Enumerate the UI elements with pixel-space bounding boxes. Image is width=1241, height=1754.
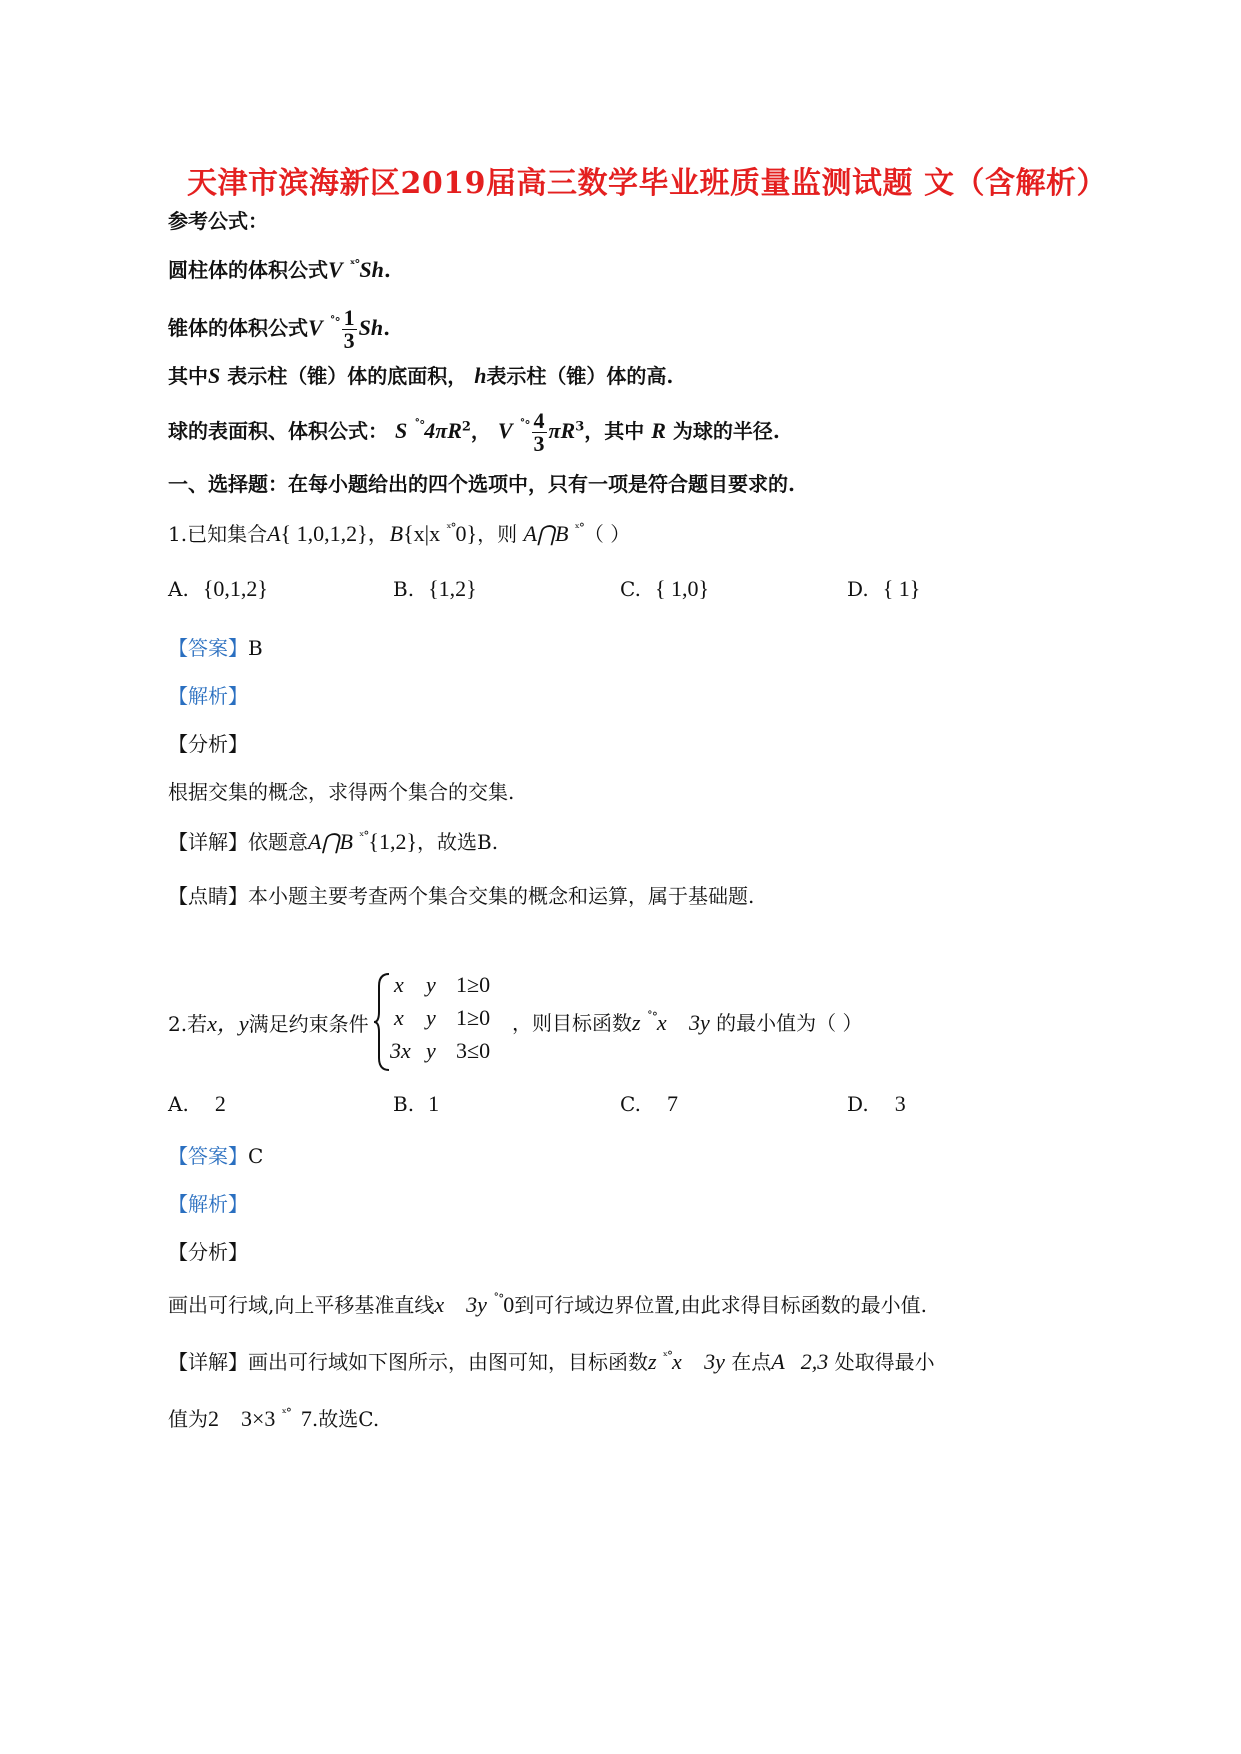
row-term: y [426,972,436,997]
superscript: 3 [575,419,585,435]
note-text: 表示柱（锥）体的底面积， [227,364,468,388]
answer-value: C [248,1144,264,1168]
term-3y: 3y [689,1010,710,1035]
option-value: { 1} [882,576,921,601]
symbol-h: h [474,363,487,388]
q2-fenxi-text [168,1289,927,1318]
symbol-V: V [328,257,343,282]
row-term: 3≤0 [456,1038,491,1063]
row-term: 1≥0 [456,1005,491,1030]
intersection-expr: A⋂B [308,829,353,854]
analysis-text: 画出可行域,向上平移基准直线 [168,1293,435,1317]
symbol-z: z [632,1010,641,1035]
detail-tag: 【详解】 [168,830,248,854]
option-label: C. [620,1092,641,1116]
set-B-def: {x|x [403,521,441,546]
symbol-Sh: Sh [359,257,384,282]
question-2-lead [168,1007,369,1038]
detail-text: 画出可行域如下图所示，由图可知，目标函数 [248,1350,648,1374]
equals-glyph: ˣ° [281,1406,291,1420]
answer-value: B [248,636,263,660]
intersection-expr: A⋂B [523,521,569,546]
equals-glyph: ˚° [519,418,530,432]
page-title: 天津市滨海新区2019届高三数学毕业班质量监测试题 文（含解析） [187,166,1107,201]
answer-tag: 【答案】 [168,636,248,660]
detail-text: 处取得最小 [834,1350,935,1374]
q2-fenxi-tag: 【分析】 [168,1240,248,1264]
option-value: {0,1,2} [202,576,268,601]
baseline-expr: x 3y [434,1292,487,1317]
set-A: A [267,521,281,546]
constraint-row-1 [394,972,534,1005]
q1-option-a [168,576,268,602]
equals-glyph: ˚° [329,315,340,329]
symbol-R: R [651,418,666,443]
formula-note [168,360,673,389]
cylinder-label: 圆柱体的体积公式 [168,258,328,282]
set-B-end: 0} [455,521,478,546]
constraint-row-3 [390,1038,534,1071]
equals-glyph: ˚° [646,1010,657,1024]
row-term: y [426,1005,436,1030]
equals-glyph: ˣ° [359,829,369,843]
superscript: 2 [461,419,471,435]
q1-option-c [620,576,709,602]
q2-tail: 的最小值为（ ） [716,1011,863,1035]
symbol-x: x [656,1010,667,1035]
symbol-S: S [208,363,221,388]
question-2-tail [512,1007,863,1036]
q2-lead: 2.若 [168,1012,208,1036]
q1-fenxi-tag: 【分析】 [168,732,248,756]
fraction-one-third [342,307,357,352]
cylinder-formula [168,254,391,283]
set-B: B [389,521,404,546]
option-value: 3 [894,1091,906,1116]
note-text: 其中 [168,364,208,388]
q2-vars: x，y [207,1011,249,1036]
q2-answer [168,1140,263,1169]
equals-glyph: ˣ° [349,257,360,271]
q1-option-b [393,576,477,602]
q2-xiangjie-line2 [168,1403,379,1432]
q2-option-b [393,1091,439,1117]
detail-text: 在点 [731,1350,772,1374]
sphere-tail: ，其中 [584,419,645,443]
row-term: x [394,1005,404,1030]
row-term: 1≥0 [456,972,491,997]
equals-glyph: ˚° [493,1292,504,1306]
period: . [383,258,391,282]
surface-area-expr: 4πR [424,418,462,443]
frac-numerator: 4 [533,408,545,433]
detail-text: ，故选B. [417,830,499,854]
detail-text: 值为 [168,1407,208,1431]
answer-paren: （ ） [583,522,631,546]
q1-option-d [847,576,920,602]
equals-glyph: ˚° [414,418,425,432]
analysis-text: 到可行域边界位置,由此求得目标函数的最小值. [514,1293,927,1317]
answer-tag: 【答案】 [168,1144,248,1168]
q2-xiangjie [168,1346,935,1375]
option-value: {1,2} [428,576,477,601]
q2-cond: 满足约束条件 [248,1012,369,1036]
option-label: B. [393,577,415,601]
option-label: A. [168,1092,189,1116]
option-label: D. [847,1092,869,1116]
detail-tag: 【详解】 [168,1350,248,1374]
comma: ， [470,419,491,443]
comment-tag: 【点睛】 [168,884,248,908]
term-3y: 3y [704,1349,725,1374]
q1-xiangjie [168,826,498,855]
q1-lead: 1.已知集合 [168,522,268,546]
symbol-z: z [648,1349,657,1374]
q2-option-c [620,1091,678,1117]
equals-glyph: ˣ° [662,1349,673,1363]
frac-numerator: 1 [343,305,355,330]
frac-denominator: 3 [533,431,545,456]
sphere-formula [168,395,780,455]
q1-fenxi-text: 根据交集的概念，求得两个集合的交集. [168,780,515,804]
option-value: { 1,0} [654,576,710,601]
q1-answer [168,632,263,661]
option-value: 7 [666,1091,678,1116]
option-label: C. [620,577,641,601]
option-label: A. [168,577,189,601]
option-label: D. [847,577,869,601]
q1-then: ，则 [477,522,518,546]
min-expr: 2 3×3 [208,1406,276,1431]
row-term: x [394,972,404,997]
detail-text: .故选C. [311,1407,380,1431]
row-term: y [426,1038,436,1063]
section-heading: 一、选择题：在每小题给出的四个选项中，只有一项是符合题目要求的. [168,472,795,496]
point-A: A 2,3 [771,1349,829,1374]
symbol-S: S [394,418,408,443]
sphere-end: 为球的半径. [672,419,780,443]
symbol-x: x [672,1349,682,1374]
option-value: 1 [428,1091,440,1116]
symbol-Sh: Sh [358,315,384,340]
question-1 [168,517,630,548]
zero: 0 [503,1292,515,1317]
fraction-four-thirds [532,410,547,455]
sphere-label: 球的表面积、体积公式： [168,419,388,443]
comment-text: 本小题主要考查两个集合交集的概念和运算，属于基础题. [248,884,755,908]
row-term: 3x [390,1038,411,1063]
frac-denominator: 3 [343,328,355,353]
cone-formula [168,292,390,352]
cone-label: 锥体的体积公式 [168,316,308,340]
period: . [383,316,391,340]
result-set: {1,2} [368,829,418,854]
q2-mid: ，则目标函数 [512,1011,632,1035]
q2-option-d [847,1091,906,1117]
q1-dianjing [168,880,754,909]
q2-option-a [168,1091,226,1117]
option-value: 2 [214,1091,226,1116]
q1-jiexi-tag: 【解析】 [168,684,248,708]
volume-expr: πR [548,418,576,443]
min-value: 7 [300,1406,312,1431]
set-A-elements: { 1,0,1,2}， [280,521,390,546]
equals-glyph: ˣ° [574,521,584,535]
symbol-V: V [308,315,323,340]
system-brace [373,972,391,1072]
option-label: B. [393,1092,415,1116]
relation-glyph: ˣ° [446,521,456,535]
formula-heading: 参考公式： [168,209,268,233]
q2-jiexi-tag: 【解析】 [168,1192,248,1216]
note-text: 表示柱（锥）体的高. [486,364,674,388]
detail-text: 依题意 [248,830,308,854]
symbol-V: V [497,418,513,443]
